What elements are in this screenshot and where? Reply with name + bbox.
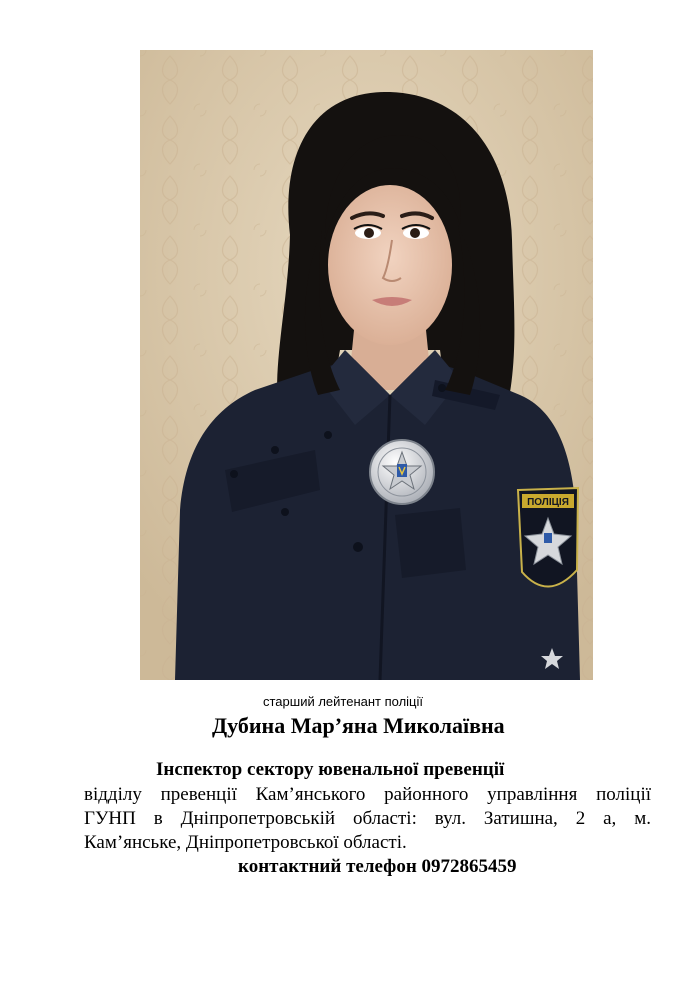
officer-rank: старший лейтенант поліції [263, 694, 424, 709]
patch-label: ПОЛІЦІЯ [527, 497, 569, 508]
contact-phone: контактний телефон 0972865459 [238, 856, 517, 877]
department-address [84, 783, 651, 855]
officer-name: Дубина Мар’яна Миколаївна [212, 713, 505, 738]
department-line-3: Кам’янське, Дніпропетровської області. [84, 832, 407, 853]
officer-photo [140, 50, 593, 680]
department-line-1: відділу превенції Кам’янського районного управління поліції [84, 784, 651, 805]
officer-position: Інспектор сектору ювенальної превенції [156, 759, 505, 780]
department-line-2: ГУНП в Дніпропетровській області: вул. Затишна, 2 а, м. [84, 808, 651, 829]
